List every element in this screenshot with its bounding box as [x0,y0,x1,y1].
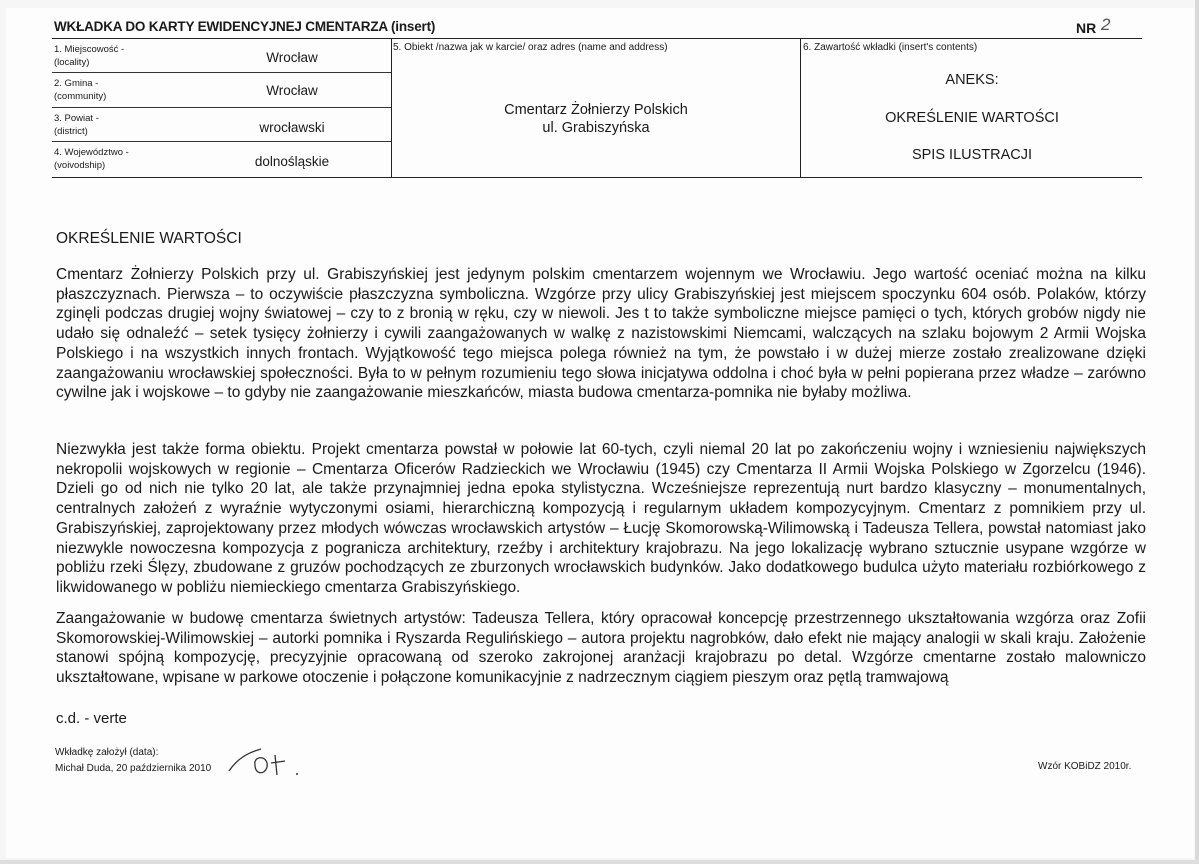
signature-drawing [225,745,315,781]
contents-item: SPIS ILUSTRACJI [911,147,1033,163]
field-value: Wrocław [266,83,318,98]
scan-edge-right [1195,0,1199,864]
template-version: Wzór KOBiDZ 2010r. [1038,761,1132,772]
paragraph: Niezwykła jest także forma obiektu. Projekt cmentarza powstał w połowie lat 60-tych, czyli niemal 20 lat po zakończeniu wojny i wzniesieniu największych nekropolii wojskowych w regionie – Cmentarza Oficerów Radzieckich we Wrocławiu (1945) czy Cmentarza II Armii Wojska Polskiego w Zgorzelcu (1946). Dzieli go od nich nie tylko 20 lat, ale także przynajmniej jedna epoka stylistyczna. Wcześniejsze reprezentują nurt bardzo klasyczny – monumentalnych, centralnych założeń z wyraźnie wytyczonymi osiami, hierarchiczną kompozycją i regularnym układem kompozycyjnym. Cmentarz z pomnikiem przy ul. Grabiszyńskiej, zaprojektowany przez młodych wówczas wrocławskich artystów – Łucję Skomorowską-Wilimowską i Tadeusza Tellera, powstał natomiast jako niezwykle nowoczesna kompozycja z pogranicza architektury, rzeźby i architektury krajobrazu. Na jego lokalizację wybrano sztucznie usypane wzgórze w pobliżu rzeki Ślęzy, zbudowane z gruzów pochodzących ze zburzonych wrocławskich budynków. Jako dodatkowego budulca użyto materiału rozbiórkowego z likwidowanego w pobliżu niemieckiego cmentarza Grabiszyńskiego. [56,441,1146,596]
section-heading: OKREŚLENIE WARTOŚCI [56,230,242,247]
field-district [52,108,391,141]
object-name: Cmentarz Żołnierzy Polskich [504,102,688,118]
number-label: NR [1076,20,1097,36]
field-label: 4. Województwo - (voivodship) [54,147,129,171]
footer-created-label: Wkładkę założył (data): [55,747,159,758]
object-name-address [392,101,800,137]
field-label: 3. Powiat - (district) [54,113,99,137]
field-value: Wrocław [266,50,318,65]
field-locality [52,39,391,72]
contents-item: OKREŚLENIE WARTOŚCI [885,110,1059,126]
field-community [52,73,391,107]
scan-edge-bottom [0,860,1199,864]
paragraph: Zaangażowanie w budowę cmentarza świetnych artystów: Tadeusza Tellera, który opracował koncepcję przestrzennego ukształtowania wzgórza oraz Zofii Skomorowskiej-Wilimowskiej – autorki pomnika i Ryszarda Regulińskiego – autora projektu nagrobków, dało efekt nie mający analogii w skali kraju. Założenie stanowi spójną kompozycję, precyzyjnie opracowaną od szeroko zakrojonej aranżacji krajobrazu po detal. Wzgórze cmentarne zostało malowniczo ukształtowane, wpisane w parkowe otoczenie i połączone komunikacyjnie z nadrzecznym ciągiem pieszym oraz pętlą tramwajową [56,610,1146,687]
object-address: ul. Grabiszyńska [542,120,650,136]
footer-created [55,745,211,777]
contents-item: ANEKS: [945,72,999,88]
number-value: 2 [1101,15,1111,34]
signature [225,745,315,786]
column-divider [800,39,801,177]
field-value: dolnośląskie [254,154,330,169]
field-voivodship [52,142,391,177]
identification-table [52,38,1142,178]
continued-note: c.d. - verte [56,710,127,727]
paragraph: Cmentarz Żołnierzy Polskich przy ul. Grabiszyńskiej jest jedynym polskim cmentarzem wojennym we Wrocławiu. Jego wartość oceniać można na kilku płaszczyznach. Pierwsza – to oczywiście płaszczyzna symboliczna. Wzgórze przy ulicy Grabiszyńskiej jest miejscem spoczynku 604 osób. Polaków, którzy zginęli podczas drugiej wojny światowej – czy to z bronią w ręku, czy w niewoli. Jes t to także symboliczne miejsce pamięci o tych, których grobów nigdy nie udało się odnaleźć – setek tysięcy żołnierzy i cywili zaangażowanych w walkę z nazistowskimi Niemcami, walczących na szlaku bojowym 2 Armii Wojska Polskiego i na wszystkich innych frontach. Wyjątkowość tego miejsca polega również na tym, że powstało i w dużej mierze zostało zrealizowane dzięki zaangażowaniu wrocławskiej społeczności. Była to w pełnym rozumieniu tego słowa inicjatywa oddolna i choć była w pełni popierana przez władze – zarówno cywilne jak i wojskowe – to gdyby nie zaangażowanie mieszkańców, miasta budowa cmentarza-pomnika nie byłaby możliwa. [56,266,1146,402]
field-value: wrocławski [259,120,325,135]
form-title: WKŁADKA DO KARTY EWIDENCYJNEJ CMENTARZA (insert) [54,19,436,34]
contents-header: 6. Zawartość wkładki (insert's contents) [803,42,978,53]
object-header: 5. Obiekt /nazwa jak w karcie/ oraz adres (name and address) [393,42,668,53]
field-label: 1. Miejscowość - (locality) [54,44,125,68]
footer-created-by: Michał Duda, 20 października 2010 [55,763,212,774]
field-label: 2. Gmina - (community) [54,78,107,102]
